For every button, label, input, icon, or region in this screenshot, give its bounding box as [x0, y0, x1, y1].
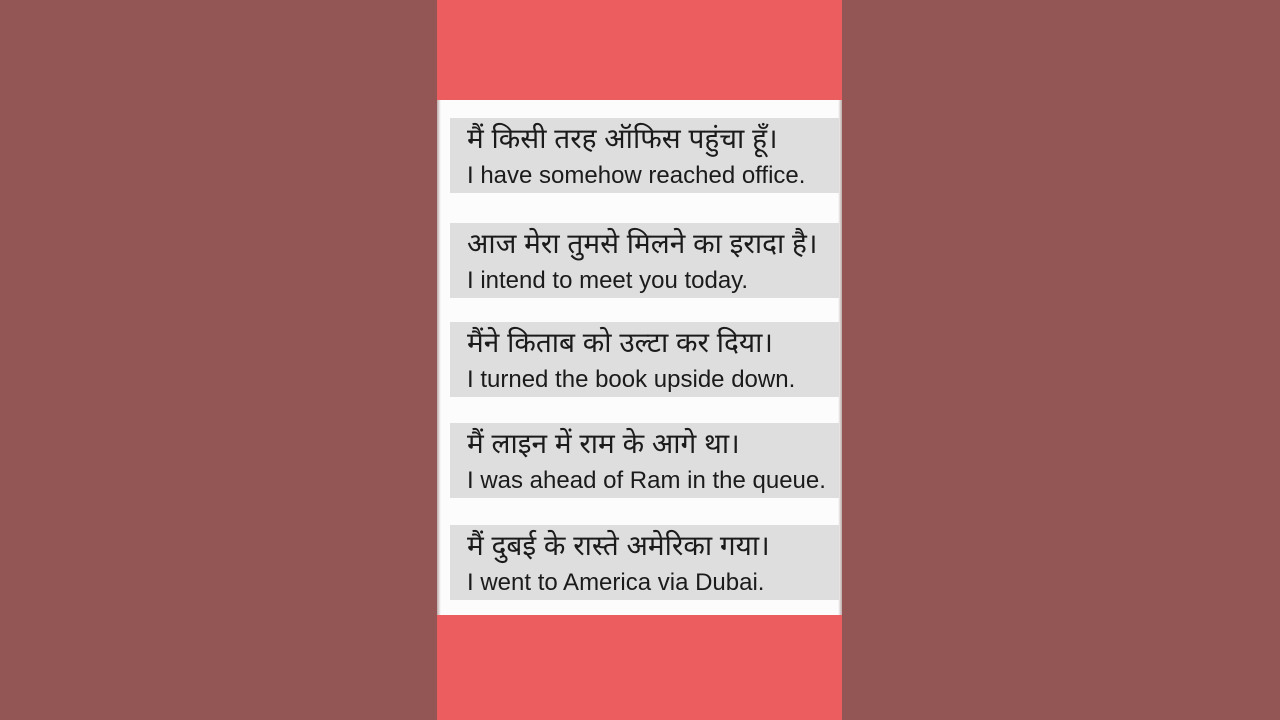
phrase-hindi: मैंने किताब को उल्टा कर दिया।: [467, 327, 773, 358]
phrase-english: I went to America via Dubai.: [467, 569, 765, 596]
phrase-english: I have somehow reached office.: [467, 162, 806, 189]
letterbox-left: [0, 0, 437, 720]
phrase-english: I was ahead of Ram in the queue.: [467, 467, 826, 494]
phrase-card: [450, 118, 839, 193]
letterbox-right: [842, 0, 1280, 720]
top-color-band: [437, 0, 842, 100]
phrase-card: [450, 223, 839, 298]
phrase-card: [450, 322, 839, 397]
phrase-english: I intend to meet you today.: [467, 267, 749, 294]
phrase-hindi: मैं किसी तरह ऑफिस पहुंचा हूँ।: [467, 123, 778, 154]
video-content-strip: [437, 0, 842, 720]
phrase-hindi: आज मेरा तुमसे मिलने का इरादा है।: [467, 228, 818, 259]
phrase-hindi: मैं दुबई के रास्ते अमेरिका गया।: [467, 530, 770, 561]
phrase-card: [450, 423, 839, 498]
phrase-english: I turned the book upside down.: [467, 366, 796, 393]
bottom-color-band: [437, 615, 842, 720]
phrase-card: [450, 525, 839, 600]
phrase-hindi: मैं लाइन में राम के आगे था।: [467, 428, 740, 459]
